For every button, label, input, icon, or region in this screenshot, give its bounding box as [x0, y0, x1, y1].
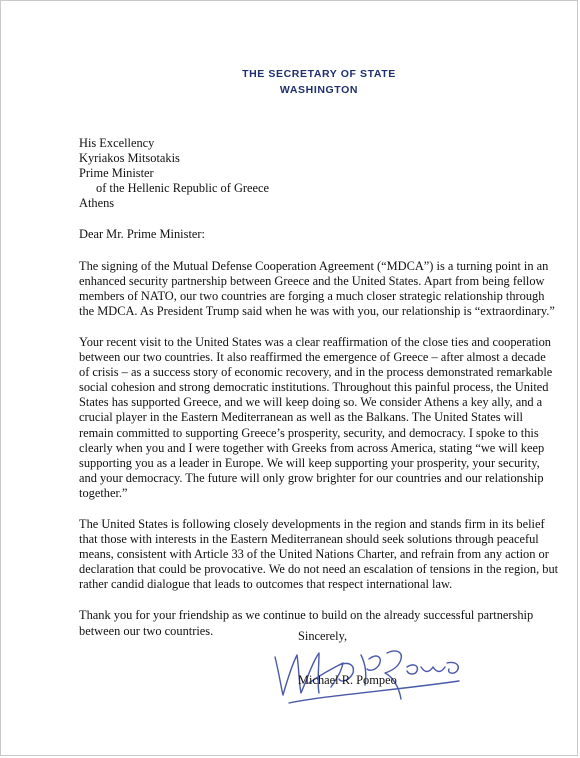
- recipient-name: Kyriakos Mitsotakis: [79, 151, 180, 166]
- letter-body: [79, 136, 559, 639]
- closing: Sincerely,: [298, 629, 348, 643]
- paragraph-4: Thank you for your friendship as we continue to build on the already successful partnership between our two countries.: [79, 608, 534, 638]
- paragraph-3: The United States is following closely developments in the region and stands firm in its belief that those with interests in the Eastern Mediterranean should seek solutions through peaceful means, consistent with Article 33 of the United Nations Charter, and refrain from any action or declaration that could be provocative. We do not need an escalation of tensions in the region, but rather candid dialogue that leads to outcomes that respect international law.: [79, 516, 559, 592]
- salutation: Dear Mr. Prime Minister:: [79, 227, 205, 242]
- letterhead-title: THE SECRETARY OF STATE: [242, 68, 396, 80]
- recipient-honorific: His Excellency: [79, 136, 155, 150]
- recipient-city: Athens: [79, 196, 115, 211]
- letterhead: [1, 66, 577, 98]
- recipient-address: [79, 136, 559, 211]
- recipient-title: Prime Minister: [79, 166, 154, 181]
- letterhead-city: WASHINGTON: [279, 84, 359, 96]
- paragraph-2: Your recent visit to the United States was a clear reaffirmation of the close ties and cooperation between our two countries. It also reaffirmed the emergence of Greece – after almost a decade of crisis – as a success story of economic recovery, and in the process demonstrated remarkable social cohesion and strong democratic institutions. Throughout this painful process, the United States has supported Greece, and we will keep doing so. We consider Athens a key ally, and a crucial player in the Eastern Mediterranean as well as the Balkans. The United States will remain committed to supporting Greece’s prosperity, security, and democracy. I spoke to this clearly when you and I were together with Greeks from across America, stating “we will keep supporting you as a leader in Europe. We will keep supporting your prosperity, your security, and your democracy. The future will only grow brighter for our countries and our relationship together.”: [79, 334, 553, 500]
- signer-name: Michael R. Pompeo: [298, 673, 397, 687]
- paragraph-1: The signing of the Mutual Defense Cooperation Agreement (“MDCA”) is a turning point in an enhanced security partnership between Greece and the United States. Apart from being fellow members of NATO, our two countries are forging a much closer strategic relationship through the MDCA. As President Trump said when he was with you, our relationship is “extraordinary.”: [79, 258, 555, 318]
- recipient-country: of the Hellenic Republic of Greece: [96, 181, 270, 196]
